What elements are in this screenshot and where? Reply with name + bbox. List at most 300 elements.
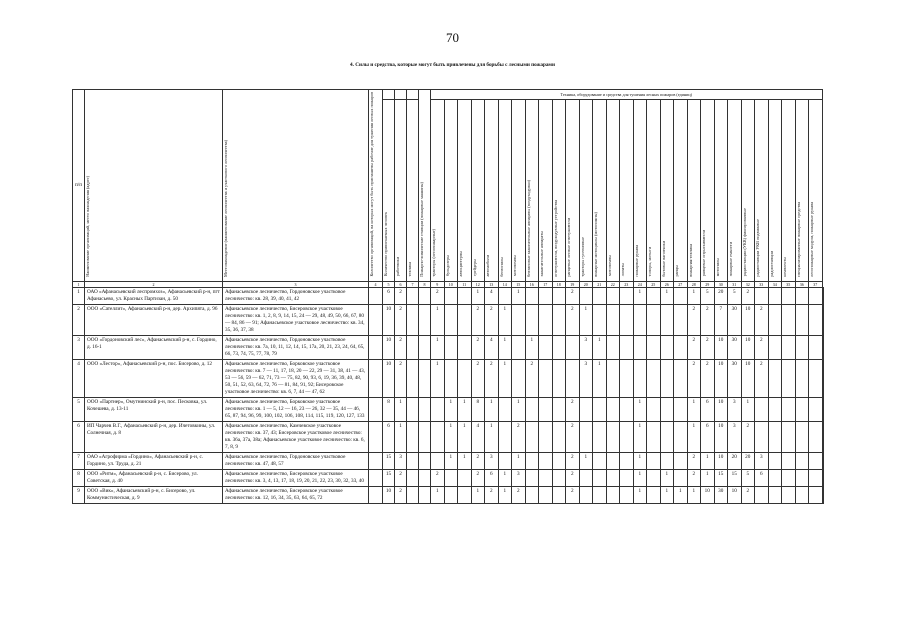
value-cell: 2 <box>431 469 445 486</box>
organization-cell: ОАО «Агрофирма «Гордино», Афанасьевский р-н, с. Гордино, ул. Труда, д. 21 <box>85 452 223 469</box>
value-cell: 1 <box>525 335 539 359</box>
value-cell <box>674 397 688 421</box>
value-cell <box>407 397 419 421</box>
value-cell <box>620 452 634 469</box>
value-cell: 2 <box>566 304 580 335</box>
column-number: 20 <box>579 281 593 287</box>
value-cell: 2 <box>566 486 580 503</box>
value-cell <box>525 469 539 486</box>
value-cell <box>822 287 823 304</box>
column-number: 23 <box>620 281 634 287</box>
header-equipment-5: автомобили <box>485 100 499 281</box>
value-cell <box>431 397 445 421</box>
row-number: 6 <box>73 421 85 452</box>
value-cell: 2 <box>395 287 407 304</box>
value-cell <box>566 359 580 397</box>
value-cell <box>458 486 472 503</box>
value-cell <box>407 421 419 452</box>
location-cell: Афанасьевское лесничество, Гордоновское участковое лесничество: кв. 28, 39, 40, 41, 42 <box>223 287 369 304</box>
value-cell <box>660 359 674 397</box>
column-number: 14 <box>498 281 512 287</box>
value-cell <box>369 335 383 359</box>
value-cell <box>419 452 431 469</box>
header-equipment-20: пожарная техника <box>687 100 701 281</box>
value-cell: 1 <box>579 304 593 335</box>
value-cell <box>593 452 607 469</box>
value-cell: 1 <box>593 335 607 359</box>
value-cell <box>660 335 674 359</box>
value-cell <box>552 421 566 452</box>
value-cell: 1 <box>458 452 472 469</box>
value-cell <box>782 287 796 304</box>
value-cell: 2 <box>471 304 485 335</box>
header-equipment-4: грейдеры <box>471 100 485 281</box>
value-cell: 2 <box>566 452 580 469</box>
value-cell: 5 <box>741 469 755 486</box>
value-cell <box>552 335 566 359</box>
value-cell <box>444 359 458 397</box>
value-cell: 15 <box>728 469 742 486</box>
column-number: 32 <box>741 281 755 287</box>
table-row <box>73 452 824 469</box>
value-cell: 10 <box>728 486 742 503</box>
column-number: 36 <box>795 281 809 287</box>
value-cell: 1 <box>458 421 472 452</box>
value-cell: 1 <box>444 421 458 452</box>
value-cell: 1 <box>395 397 407 421</box>
value-cell <box>369 452 383 469</box>
value-cell <box>431 452 445 469</box>
value-cell: 10 <box>714 335 728 359</box>
value-cell <box>458 335 472 359</box>
value-cell <box>647 335 661 359</box>
header-equipment-15: лопаты <box>620 100 634 281</box>
value-cell <box>579 397 593 421</box>
header-tech-top <box>407 90 419 100</box>
value-cell <box>809 486 823 503</box>
value-cell: 6 <box>485 469 499 486</box>
value-cell <box>606 335 620 359</box>
value-cell <box>419 486 431 503</box>
value-cell <box>633 304 647 335</box>
location-cell: Афанасьевское лесничество, Бисеровское участковое лесничество: кв. 1, 2, 8, 9, 14, 15, 24 — 29, 48, 49, 50, 66, 67, 80 — 84, 86 — 91; Афанасьевское участковое лесничество: кв. 34, 35, 36, 37, 38 <box>223 304 369 335</box>
header-location: Местонахождение (наименование лесничества и участкового лесничества) <box>223 90 369 282</box>
value-cell: 1 <box>498 469 512 486</box>
value-cell: 20 <box>714 287 728 304</box>
value-cell: 2 <box>741 486 755 503</box>
header-equipment-2: бульдозеры <box>444 100 458 281</box>
value-cell <box>525 452 539 469</box>
value-cell: 1 <box>701 469 715 486</box>
column-number: 37 <box>809 281 823 287</box>
value-cell: 1 <box>741 397 755 421</box>
value-cell <box>620 287 634 304</box>
value-cell <box>620 469 634 486</box>
value-cell <box>809 304 823 335</box>
value-cell: 3 <box>728 421 742 452</box>
value-cell: 6 <box>755 469 769 486</box>
value-cell: 1 <box>579 452 593 469</box>
value-cell <box>498 397 512 421</box>
value-cell <box>782 304 796 335</box>
value-cell <box>768 469 782 486</box>
value-cell: 2 <box>687 452 701 469</box>
value-cell <box>369 359 383 397</box>
value-cell: 10 <box>714 452 728 469</box>
value-cell <box>444 335 458 359</box>
value-cell: 2 <box>431 287 445 304</box>
value-cell <box>525 397 539 421</box>
value-cell: 2 <box>687 469 701 486</box>
value-cell <box>552 486 566 503</box>
table-row <box>73 287 824 304</box>
value-cell: 2 <box>471 469 485 486</box>
value-cell <box>822 421 823 452</box>
value-cell <box>822 397 823 421</box>
value-cell <box>566 335 580 359</box>
value-cell: 10 <box>741 335 755 359</box>
value-cell: 3 <box>579 335 593 359</box>
value-cell <box>795 287 809 304</box>
value-cell: 5 <box>701 287 715 304</box>
value-cell <box>579 421 593 452</box>
column-number: 27 <box>674 281 688 287</box>
value-cell <box>647 452 661 469</box>
value-cell <box>525 486 539 503</box>
value-cell <box>606 304 620 335</box>
header-equipment-16: пожарные рукава <box>633 100 647 281</box>
value-cell <box>660 421 674 452</box>
column-number: 31 <box>728 281 742 287</box>
value-cell: 2 <box>687 335 701 359</box>
value-cell: 1 <box>633 421 647 452</box>
value-cell <box>674 287 688 304</box>
value-cell: 2 <box>471 335 485 359</box>
location-cell: Афанасьевское лесничество, Камчевское участковое лесничество: кв. 37, 43; Бисеровское участковое лесничество: кв. 36а, 37а, 38а; Афанасьевское участковое лесничество: кв. 6, 7, 8, 9 <box>223 421 369 452</box>
value-cell: 1 <box>687 486 701 503</box>
header-equipment-9: зажигательные аппараты <box>539 100 553 281</box>
value-cell <box>606 421 620 452</box>
value-cell <box>809 397 823 421</box>
value-cell <box>407 335 419 359</box>
organization-cell: ИП Чарчев В.Г., Афанасьевский р-н, дер. Ичетовкины, ул. Солнечная, д. 8 <box>85 421 223 452</box>
header-equipment-22: мотопилы <box>714 100 728 281</box>
table-row <box>73 397 824 421</box>
value-cell <box>407 359 419 397</box>
row-number: 8 <box>73 469 85 486</box>
value-cell <box>822 335 823 359</box>
value-cell: 1 <box>498 304 512 335</box>
value-cell: 1 <box>660 469 674 486</box>
organization-cell: ООО «Лестор», Афанасьевский р-н, пос. Бисерово, д. 12 <box>85 359 223 397</box>
value-cell <box>539 421 553 452</box>
header-equipment-17: топоры, мотыги <box>647 100 661 281</box>
header-equipment-29: лесопожарные модули, пожарные рукава <box>809 100 823 281</box>
column-number: 28 <box>687 281 701 287</box>
value-cell: 10 <box>383 304 395 335</box>
value-cell: 2 <box>755 359 769 397</box>
organization-cell: ООО «Гордоновский лес», Афанасьевский р-н, с. Гордино, д. 16-1 <box>85 335 223 359</box>
value-cell: 3 <box>755 452 769 469</box>
value-cell: 1 <box>431 335 445 359</box>
value-cell <box>809 287 823 304</box>
value-cell <box>369 421 383 452</box>
value-cell <box>539 486 553 503</box>
value-cell <box>647 359 661 397</box>
value-cell <box>525 287 539 304</box>
value-cell <box>593 304 607 335</box>
value-cell <box>768 486 782 503</box>
value-cell <box>822 452 823 469</box>
header-equipment-24: радиостанции (УКВ) фиксированные <box>741 100 755 281</box>
value-cell: 2 <box>485 359 499 397</box>
value-cell <box>755 486 769 503</box>
value-cell <box>674 421 688 452</box>
value-cell <box>647 397 661 421</box>
value-cell: 10 <box>383 486 395 503</box>
value-cell: 2 <box>485 304 499 335</box>
value-cell <box>419 335 431 359</box>
header-equipment-21: ранцевые опрыскиватели <box>701 100 715 281</box>
value-cell: 2 <box>701 304 715 335</box>
value-cell <box>620 486 634 503</box>
value-cell: 15 <box>383 452 395 469</box>
column-number: 25 <box>647 281 661 287</box>
column-number: 21 <box>593 281 607 287</box>
value-cell: 3 <box>512 469 526 486</box>
table-row <box>73 359 824 397</box>
value-cell <box>552 359 566 397</box>
value-cell <box>444 486 458 503</box>
header-equipment-28: специализированные пожарные средства <box>795 100 809 281</box>
value-cell: 2 <box>741 287 755 304</box>
column-number: 9 <box>431 281 445 287</box>
value-cell: 2 <box>395 359 407 397</box>
value-cell: 2 <box>525 359 539 397</box>
value-cell <box>606 486 620 503</box>
value-cell: 1 <box>633 452 647 469</box>
value-cell <box>768 335 782 359</box>
table-caption: 4. Силы и средства, которые могут быть привлечены для борьбы с лесными пожарами <box>350 62 555 68</box>
row-number: 4 <box>73 359 85 397</box>
value-cell <box>795 469 809 486</box>
value-cell <box>525 304 539 335</box>
value-cell: 5 <box>728 287 742 304</box>
value-cell: 2 <box>395 335 407 359</box>
header-equipment-13: пожарные мотоциклы (мотопомпы) <box>593 100 607 281</box>
value-cell <box>431 421 445 452</box>
value-cell <box>498 287 512 304</box>
value-cell: 2 <box>485 486 499 503</box>
value-cell <box>809 359 823 397</box>
value-cell <box>539 287 553 304</box>
value-cell <box>620 304 634 335</box>
value-cell <box>660 397 674 421</box>
value-cell: 1 <box>633 486 647 503</box>
row-number: 3 <box>73 335 85 359</box>
value-cell <box>620 359 634 397</box>
value-cell <box>407 304 419 335</box>
header-equipment-19: ранцы <box>674 100 688 281</box>
row-number: 7 <box>73 452 85 469</box>
header-equipment-10: огнетушители, воздуходувные устройства <box>552 100 566 281</box>
value-cell: 1 <box>471 287 485 304</box>
value-cell: 2 <box>755 304 769 335</box>
header-equipment-1: тракторы (лесопожарные) <box>431 100 445 281</box>
value-cell <box>768 452 782 469</box>
value-cell <box>539 469 553 486</box>
value-cell <box>539 359 553 397</box>
value-cell <box>419 359 431 397</box>
organization-cell: ООО «Вик», Афанасьевский р-н, с. Бисерово, ул. Коммунистическая, д. 9 <box>85 486 223 503</box>
value-cell <box>647 287 661 304</box>
row-number: 9 <box>73 486 85 503</box>
header-equipment-25: радиостанции УКВ подвижные <box>755 100 769 281</box>
location-cell: Афанасьевское лесничество, Борковское участковое лесничество: кв. 1 — 5, 12 — 16, 23 — 26, 32 — 35, 44 — 46, 65, 87, 94, 96, 99, 100, 102, 106, 108, 114, 115, 119, 120, 127, 133 <box>223 397 369 421</box>
value-cell <box>660 304 674 335</box>
column-number: 11 <box>458 281 472 287</box>
value-cell <box>407 486 419 503</box>
value-cell <box>795 335 809 359</box>
value-cell: 30 <box>728 335 742 359</box>
value-cell: 10 <box>741 359 755 397</box>
header-techgroup: техника <box>407 100 419 281</box>
value-cell <box>369 397 383 421</box>
table-row <box>73 421 824 452</box>
header-equipment-7: мотопомпы <box>512 100 526 281</box>
value-cell <box>674 452 688 469</box>
value-cell <box>647 486 661 503</box>
value-cell: 3 <box>485 452 499 469</box>
value-cell: 30 <box>728 304 742 335</box>
value-cell <box>674 335 688 359</box>
value-cell <box>579 287 593 304</box>
value-cell <box>647 469 661 486</box>
header-equipment-8: бензиновые зажигательные аппараты (воздуходувки) <box>525 100 539 281</box>
header-staff-top <box>395 90 407 100</box>
value-cell: 8 <box>383 397 395 421</box>
value-cell <box>593 421 607 452</box>
value-cell <box>593 287 607 304</box>
header-workers: Количество организаций, на которых могут быть приглашены рабочие для тушения лесных пожаров <box>369 90 383 282</box>
value-cell <box>552 287 566 304</box>
column-number: 16 <box>525 281 539 287</box>
value-cell <box>552 397 566 421</box>
value-cell <box>620 421 634 452</box>
value-cell: 4 <box>471 421 485 452</box>
organization-cell: ООО «Ритм», Афанасьевский р-н, с. Бисерово, ул. Советская, д. 40 <box>85 469 223 486</box>
value-cell: 3 <box>395 452 407 469</box>
header-equipment-12: тракторы гусеничные <box>579 100 593 281</box>
value-cell <box>768 287 782 304</box>
value-cell: 1 <box>485 397 499 421</box>
value-cell <box>369 304 383 335</box>
value-cell <box>419 421 431 452</box>
value-cell: 20 <box>728 452 742 469</box>
value-cell: 2 <box>395 486 407 503</box>
value-cell: 1 <box>660 486 674 503</box>
header-equipment-26: радиостанции <box>768 100 782 281</box>
value-cell <box>647 304 661 335</box>
header-equipment-23: пожарные емкости <box>728 100 742 281</box>
value-cell: 1 <box>498 359 512 397</box>
value-cell <box>782 421 796 452</box>
value-cell <box>512 359 526 397</box>
value-cell: 1 <box>512 287 526 304</box>
table-row <box>73 486 824 503</box>
value-cell <box>633 359 647 397</box>
value-cell: 10 <box>714 421 728 452</box>
column-number: 17 <box>539 281 553 287</box>
value-cell <box>552 304 566 335</box>
value-cell <box>369 469 383 486</box>
value-cell: 1 <box>431 486 445 503</box>
header-no: п/п <box>73 90 85 282</box>
value-cell <box>539 397 553 421</box>
header-equipment-14: мотопомпы <box>606 100 620 281</box>
header-equipment-27: комплекты <box>782 100 796 281</box>
value-cell: 6 <box>383 421 395 452</box>
column-number: 5 <box>383 281 395 287</box>
value-cell: 2 <box>566 287 580 304</box>
value-cell <box>647 421 661 452</box>
column-number: 30 <box>714 281 728 287</box>
value-cell: 1 <box>458 397 472 421</box>
value-cell: 4 <box>485 335 499 359</box>
value-cell: 1 <box>431 359 445 397</box>
value-cell: 2 <box>566 421 580 452</box>
value-cell <box>768 421 782 452</box>
location-cell: Афанасьевское лесничество, Бисеровское участковое лесничество: кв. 12, 16, 34, 35, 63, 64, 65, 72 <box>223 486 369 503</box>
value-cell <box>458 359 472 397</box>
header-equipment-group: Техника, оборудование и средства для тушения лесных пожаров (единиц) <box>431 90 823 100</box>
header-equipment-6: бензопилы <box>498 100 512 281</box>
value-cell <box>809 335 823 359</box>
value-cell <box>458 287 472 304</box>
value-cell: 2 <box>566 397 580 421</box>
location-cell: Афанасьевское лесничество, Бисеровское участковое лесничество: кв. 3, 4, 13, 17, 18, 19, 20, 21, 22, 23, 30, 32, 33, 40 <box>223 469 369 486</box>
value-cell <box>795 397 809 421</box>
value-cell: 1 <box>633 287 647 304</box>
value-cell: 1 <box>444 452 458 469</box>
value-cell <box>498 421 512 452</box>
value-cell <box>755 421 769 452</box>
column-number: 34 <box>768 281 782 287</box>
value-cell <box>795 421 809 452</box>
header-people: Количество привлекаемых человек <box>383 100 395 281</box>
column-number: 22 <box>606 281 620 287</box>
value-cell <box>620 335 634 359</box>
value-cell <box>525 421 539 452</box>
value-cell: 2 <box>512 421 526 452</box>
value-cell: 1 <box>485 421 499 452</box>
value-cell <box>768 304 782 335</box>
value-cell: 1 <box>512 452 526 469</box>
value-cell: 1 <box>471 486 485 503</box>
value-cell <box>579 469 593 486</box>
value-cell <box>539 304 553 335</box>
column-number: 35 <box>782 281 796 287</box>
value-cell: 8 <box>471 397 485 421</box>
value-cell <box>512 335 526 359</box>
value-cell: 10 <box>714 359 728 397</box>
value-cell: 4 <box>485 287 499 304</box>
value-cell <box>579 486 593 503</box>
value-cell <box>674 359 688 397</box>
value-cell: 10 <box>383 335 395 359</box>
row-number: 1 <box>73 287 85 304</box>
value-cell <box>782 469 796 486</box>
